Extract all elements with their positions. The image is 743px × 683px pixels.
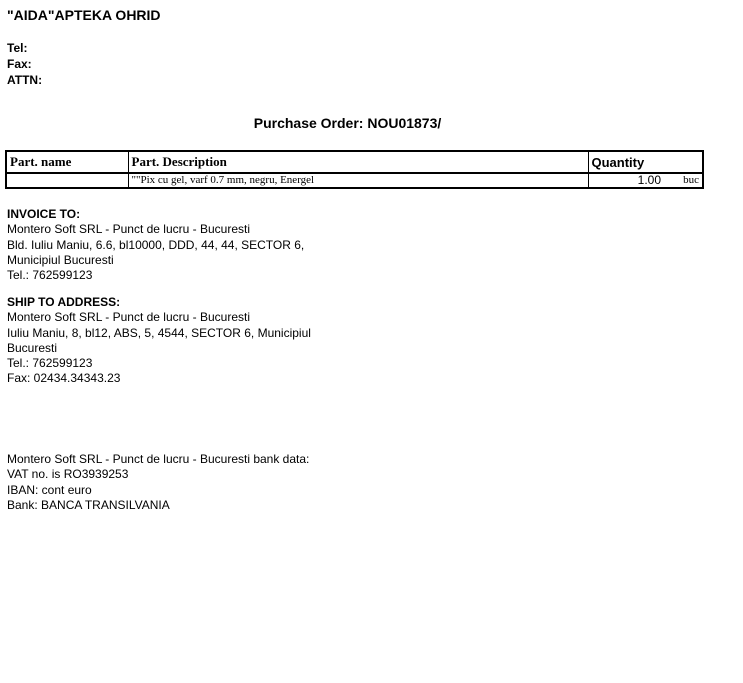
bank-data-block — [7, 452, 309, 513]
bank-data-line: IBAN: cont euro — [7, 482, 92, 497]
bank-data-line: Bank: BANCA TRANSILVANIA — [7, 497, 170, 512]
ship-to-block — [7, 295, 311, 387]
invoice-to-line: Municipiul Bucuresti — [7, 252, 114, 267]
invoice-to-heading: INVOICE TO: — [7, 207, 81, 221]
invoice-to-block — [7, 207, 304, 283]
part-description-cell: ""Pix cu gel, varf 0.7 mm, negru, Energel — [128, 173, 588, 188]
quantity-value: 1.00 — [637, 173, 661, 187]
ship-to-line: Tel.: 762599123 — [7, 356, 93, 371]
order-items-table — [5, 150, 704, 189]
part-name-cell — [6, 173, 128, 188]
quantity-unit: buc — [683, 174, 699, 186]
attn-label: ATTN: — [7, 73, 43, 87]
ship-to-line: Montero Soft SRL - Punct de lucru - Bucuresti — [7, 310, 250, 325]
bank-data-line: Montero Soft SRL - Punct de lucru - Bucuresti bank data: — [7, 452, 310, 466]
bank-data-line: VAT no. is RO3939253 — [7, 467, 129, 482]
quantity-header: Quantity — [588, 151, 703, 173]
part-name-header: Part. name — [6, 151, 128, 173]
fax-label: Fax: — [7, 57, 32, 71]
ship-to-heading: SHIP TO ADDRESS: — [7, 295, 121, 309]
invoice-to-line: Tel.: 762599123 — [7, 268, 93, 283]
invoice-to-line: Bld. Iuliu Maniu, 6.6, bl10000, DDD, 44, 44, SECTOR 6, — [7, 237, 305, 252]
ship-to-line: Iuliu Maniu, 8, bl12, ABS, 5, 4544, SECTOR 6, Municipiul — [7, 325, 311, 340]
ship-to-line: Fax: 02434.34343.23 — [7, 371, 121, 386]
part-description-header: Part. Description — [128, 151, 588, 173]
purchase-order-title: Purchase Order: NOU01873/ — [253, 115, 442, 131]
invoice-to-line: Montero Soft SRL - Punct de lucru - Bucuresti — [7, 222, 250, 237]
table-row — [6, 173, 703, 188]
table-header-row — [6, 151, 703, 173]
ship-to-line: Bucuresti — [7, 340, 58, 355]
quantity-cell — [588, 173, 703, 188]
tel-label: Tel: — [7, 41, 28, 55]
company-name: "AIDA"APTEKA OHRID — [7, 7, 161, 23]
